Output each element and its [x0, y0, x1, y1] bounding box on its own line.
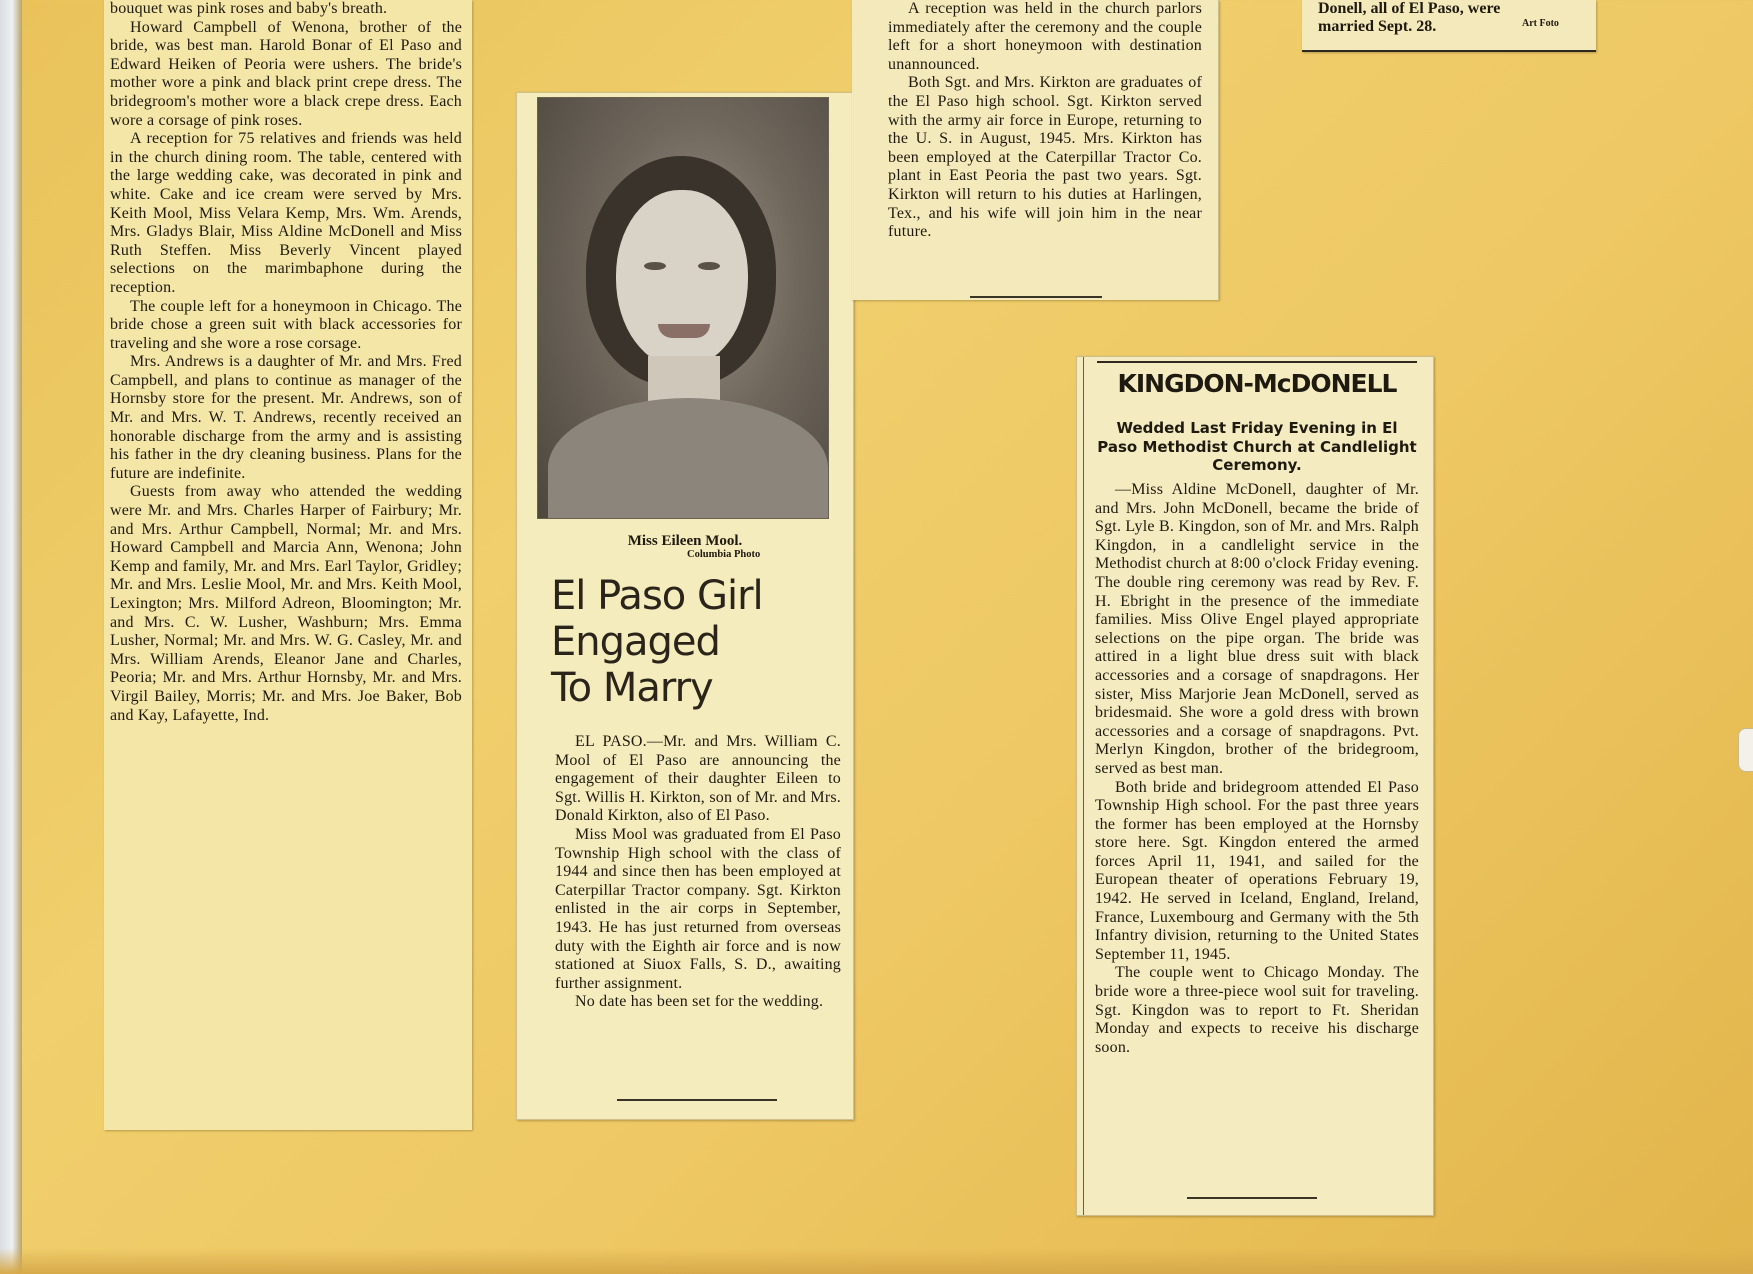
paragraph: Guests from away who attended the wedding were Mr. and Mrs. Charles Harper of Fairbury; Mr. and Mrs. Arthur Campbell, Normal; Mr. and Mrs. Howard Campbell and Marcia Ann, Wenona; John Kemp and family, Mr. and Mrs. Earl Taylor, Gridley; Mr. and Mrs. Leslie Mool, Mr. and Mrs. Keith Mool, Lexington; Mrs. Milford Adreon, Bloomington; Mr. and Mrs. C. W. Lusher, Washburn; Mrs. Emma Lusher, Normal; Mr. and Mrs. W. G. Casley, Mr. and Mrs. William Arends, Eleanor Jane and Charles, Peoria; Mr. and Mrs. Arthur Hornsby, Mr. and Mrs. Virgil Bailey, Morris; Mr. and Mrs. Joe Baker, Bob and Kay, Lafayette, Ind. [110, 483, 462, 724]
fragment-line: married Sept. 28. [1318, 18, 1437, 35]
article-body [104, 0, 468, 725]
paragraph: Both Sgt. and Mrs. Kirkton are graduates of the El Paso high school. Sgt. Kirkton served with the army air force in Europe, returning to the U. S. in August, 1945. Mrs. Kirkton has been employed at the Caterpillar Tractor Co. plant in East Peoria the past two years. Sgt. Kirkton will return to his duties at Harlingen, Tex., and his wife will join him in the near future. [888, 74, 1202, 241]
paragraph: —Miss Aldine McDonell, daughter of Mr. and Mrs. John McDonell, became the bride of Sgt. Lyle B. Kingdon, son of Mr. and Mrs. Ralph Kingdon, in a candlelight service in the Methodist church at 8:00 o'clock Friday evening. The double ring ceremony was read by Rev. F. H. Ebright in the presence of the immediate families. Miss Olive Engel played appropriate selections on the pipe organ. The bride was attired in a light blue dress suit with black accessories and a corsage of snapdragons. Her sister, Miss Marjorie Jean McDonell, served as bridesmaid. She wore a gold dress with brown accessories and a corsage of snapdragons. Pvt. Merlyn Kingdon, brother of the bridegroom, served as best man. [1095, 481, 1419, 777]
photo-caption: Miss Eileen Mool. [627, 533, 743, 549]
fragment-line: Donell, all of El Paso, were [1318, 0, 1501, 17]
end-rule [1187, 1197, 1317, 1199]
paragraph: A reception for 75 relatives and friends was held in the church dining room. The table, centered with the large wedding cake, was decorated in pink and white. Cake and ice cream were served by Mrs. Keith Mool, Miss Velara Kemp, Mrs. Wm. Arends, Mrs. Gladys Blair, Miss Aldine McDonell and Miss Ruth Steffen. Miss Beverly Vincent played selections on the marimbaphone during the reception. [110, 130, 462, 296]
paragraph: bouquet was pink roses and baby's breath. [110, 0, 388, 17]
fragment-text [1318, 0, 1500, 36]
photo-credit: Columbia Photo [687, 549, 761, 560]
album-page-edge [0, 0, 22, 1274]
headline-line: Engaged [551, 619, 720, 665]
clipping-engagement [516, 92, 854, 1120]
headline-line: El Paso Girl [551, 573, 763, 619]
paragraph: The couple went to Chicago Monday. The bride wore a three-piece wool suit for traveling. Sgt. Kingdon was to report to Ft. Sheridan Monday and expects to receive his discharge soon. [1095, 964, 1419, 1056]
photo-eye [698, 262, 720, 270]
clipping-reception [852, 0, 1219, 300]
photo-mouth [658, 324, 710, 338]
article-subtitle: Wedded Last Friday Evening in El Paso Methodist Church at Candlelight Ceremony. [1097, 419, 1417, 474]
end-rule [970, 296, 1102, 298]
end-rule [617, 1099, 777, 1101]
paragraph: The couple left for a honeymoon in Chicago. The bride chose a green suit with black accessories for traveling and she wore a rose corsage. [110, 297, 462, 352]
clipping-fragment [1302, 0, 1596, 52]
album-page-bottom [0, 1248, 1753, 1274]
photo-face [616, 190, 748, 368]
paragraph: Miss Mool was graduated from El Paso Township High school with the class of 1944 and since then has been employed at Caterpillar Tractor company. Sgt. Kirkton enlisted in the air corps in September, 1943. He has just returned from overseas duty with the Eighth air force and is now stationed at Siuox Falls, S. D., awaiting further assignment. [555, 825, 841, 992]
margin-marks [1083, 357, 1094, 1215]
paragraph: Howard Campbell of Wenona, brother of the bride, was best man. Harold Bonar of El Paso and Edward Heiken of Peoria were ushers. The bride's mother wore a pink and black print crepe dress. The bridegroom's mother wore a black crepe dress. Each wore a corsage of pink roses. [110, 18, 462, 129]
article-body [888, 0, 1202, 242]
top-rule [1097, 361, 1417, 363]
portrait-photo [537, 97, 829, 519]
paragraph: Both bride and bridegroom attended El Paso Township High school. For the past three years the former has been employed at the Hornsby store here. Sgt. Kingdon entered the armed forces April 11, 1941, and sailed for the European theater of operations February 19, 1942. He served in Iceland, England, Ireland, France, Luxembourg and Germany with the 5th Infantry division, returning to the United States September 11, 1945. [1095, 778, 1419, 963]
paragraph: No date has been set for the wedding. [575, 993, 824, 1011]
article-title: KINGDON-McDONELL [1117, 369, 1397, 398]
article-body [1095, 481, 1419, 1057]
clipping-kingdon-mcdonell [1076, 356, 1434, 1216]
headline-line: To Marry [551, 665, 713, 711]
paragraph: Mrs. Andrews is a daughter of Mr. and Mrs. Fred Campbell, and plans to continue as manager of the Hornsby store for the present. Mr. Andrews, son of Mr. and Mrs. W. T. Andrews, recently received an honorable discharge from the army and is assisting his father in the dry cleaning business. Plans for the future are indefinite. [110, 353, 462, 482]
paragraph: EL PASO.—Mr. and Mrs. William C. Mool of El Paso are announcing the engagement of their daughter Eileen to Sgt. Willis H. Kirkton, son of Mr. and Mrs. Donald Kirkton, also of El Paso. [555, 733, 841, 825]
clipping-wedding-continued [104, 0, 472, 1130]
headline [551, 573, 851, 711]
photo-eye [644, 262, 666, 270]
page-tab [1738, 728, 1753, 772]
photo-dress [548, 398, 828, 519]
article-body [555, 733, 841, 1012]
paragraph: A reception was held in the church parlors immediately after the ceremony and the couple left for a short honeymoon with destination unannounced. [888, 0, 1202, 73]
photo-credit: Art Foto [1522, 18, 1559, 29]
